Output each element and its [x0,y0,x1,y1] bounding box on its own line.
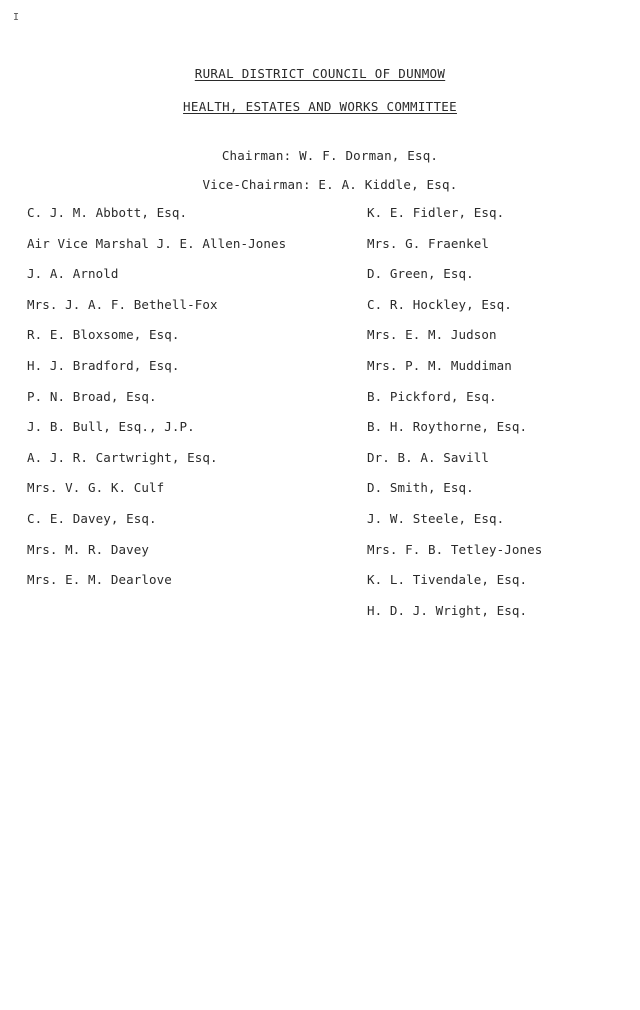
council-heading-text: RURAL DISTRICT COUNCIL OF DUNMOW [194,66,446,81]
member-entry: Mrs. E. M. Judson [367,327,497,343]
member-entry: Air Vice Marshal J. E. Allen-Jones [27,235,287,251]
committee-heading-text: HEALTH, ESTATES AND WORKS COMMITTEE [183,99,457,114]
chairman-line: Chairman: W. F. Dorman, Esq. [221,148,439,163]
member-entry: J. A. Arnold [27,266,119,282]
member-entry: B. Pickford, Esq. [367,388,497,404]
member-entry: Mrs. V. G. K. Culf [27,480,165,496]
members-left-column [27,205,286,603]
member-entry: D. Green, Esq. [367,266,474,282]
member-entry: P. N. Broad, Esq. [27,388,157,404]
member-entry: Mrs. G. Fraenkel [367,235,490,251]
member-entry: Mrs. E. M. Dearlove [27,572,172,588]
member-entry: A. J. R. Cartwright, Esq. [27,449,218,465]
vice-chairman-line: Vice-Chairman: E. A. Kiddle, Esq. [202,177,458,192]
council-heading [0,66,640,81]
member-entry: Mrs. P. M. Muddiman [367,357,512,373]
member-entry: Mrs. J. A. F. Bethell-Fox [27,296,218,312]
member-entry: C. R. Hockley, Esq. [367,296,512,312]
member-entry: C. E. Davey, Esq. [27,510,157,526]
committee-heading [0,99,640,114]
member-entry: C. J. M. Abbott, Esq. [27,205,188,220]
member-entry: H. D. J. Wright, Esq. [367,602,528,618]
member-entry: Mrs. M. R. Davey [27,541,150,557]
member-entry: Mrs. F. B. Tetley-Jones [367,541,543,557]
corner-mark: I [13,12,20,23]
member-entry: D. Smith, Esq. [367,480,474,496]
member-entry: R. E. Bloxsome, Esq. [27,327,180,343]
member-entry: B. H. Roythorne, Esq. [367,419,528,435]
members-right-column [367,205,542,633]
member-entry: J. W. Steele, Esq. [367,510,505,526]
member-entry: J. B. Bull, Esq., J.P. [27,419,195,435]
member-entry: K. E. Fidler, Esq. [367,205,505,220]
member-entry: K. L. Tivendale, Esq. [367,572,528,588]
member-entry: Dr. B. A. Savill [367,449,490,465]
member-entry: H. J. Bradford, Esq. [27,357,180,373]
